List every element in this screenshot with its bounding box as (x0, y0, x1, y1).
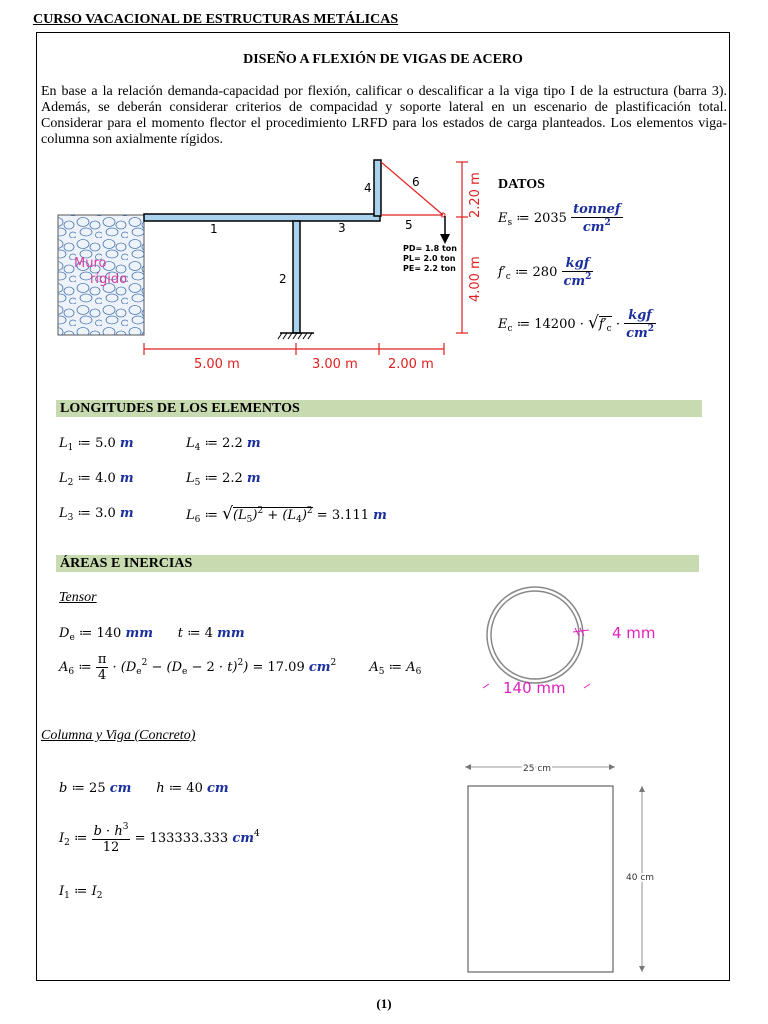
rect-height-label: 40 cm (626, 873, 655, 883)
member-label-2: 2 (279, 272, 287, 286)
dim-v-2-20: 2.20 m (468, 172, 483, 218)
eq-l5: $L_5$ ≔ 2.2 m (186, 471, 261, 488)
rect-section-figure (455, 755, 675, 975)
member-label-5: 5 (405, 218, 413, 232)
load-dead: PD= 1.8 ton (403, 244, 457, 253)
eq-de-t: $D_e$ ≔ 140 mm t ≔ 4 mm (59, 626, 245, 643)
ring-thickness-label: 4 mm (612, 624, 656, 642)
columna-viga-label: Columna y Viga (Concreto) (41, 728, 196, 743)
eq-es: $E_s$ ≔ 2035 $\frac{\text{tonnef}}{cm^2}$ (498, 202, 621, 235)
member-label-3: 3 (338, 221, 346, 235)
page-number: (1) (376, 996, 392, 1011)
concrete-section (468, 786, 613, 972)
tube-section-figure (475, 580, 705, 700)
member-4 (374, 160, 381, 216)
load-live: PL= 2.0 ton (403, 254, 456, 263)
dim-h-5-00: 5.00 m (194, 357, 240, 372)
member-2-column (293, 221, 300, 333)
wall-label-2: rígido (90, 272, 128, 287)
problem-statement: En base a la relación demanda-capacidad por flexión, calificar o descalificar a la viga tipo I de la estructura (barra 3). Además, se deberán considerar criterios de compacidad y soporte lateral en un escenario de plastificación total. Considerar para el momento flector el procedimiento LRFD para los estados de carga planteados. Los elementos viga-columna son axialmente rígidos. (41, 84, 727, 147)
dim-v-4-00: 4.00 m (468, 256, 483, 302)
section-longitudes: LONGITUDES DE LOS ELEMENTOS (56, 400, 702, 417)
eq-i2: $I_2$ ≔ $\frac{b \cdot h^3}{12}$ = 133333.333 $cm^4$ (59, 822, 260, 855)
eq-l1: $L_1$ ≔ 5.0 m (59, 436, 134, 453)
eq-a6: $A_6$ ≔ $\frac{\pi}{4}$ · $(D_e^2 - (D_e - 2 \cdot t)^2) = 17.09$ $cm^2$ $A_5$ ≔ $A_6$ (59, 652, 422, 683)
wall-label-1: Muro (74, 256, 107, 271)
course-header: CURSO VACACIONAL DE ESTRUCTURAS METÁLICAS (33, 12, 399, 27)
ring-diameter-label: 140 mm (503, 679, 566, 697)
dim-h-2-00: 2.00 m (388, 357, 434, 372)
eq-l2: $L_2$ ≔ 4.0 m (59, 471, 134, 488)
member-label-6: 6 (412, 175, 420, 189)
eq-l4: $L_4$ ≔ 2.2 m (186, 436, 261, 453)
dim-h-3-00: 3.00 m (312, 357, 358, 372)
eq-fc: $f'_c$ ≔ 280 $\frac{\text{kgf}}{cm^2}$ (498, 256, 592, 289)
datos-title: DATOS (498, 177, 545, 192)
eq-i1: $I_1$ ≔ $I_2$ (59, 884, 103, 901)
eq-l3: $L_3$ ≔ 3.0 m (59, 506, 134, 523)
member-1-3-beam (144, 214, 380, 221)
document-title: DISEÑO A FLEXIÓN DE VIGAS DE ACERO (243, 52, 523, 67)
section-areas: ÁREAS E INERCIAS (56, 555, 699, 572)
rect-width-label: 25 cm (523, 764, 552, 774)
tensor-label: Tensor (59, 590, 97, 605)
eq-b-h: b ≔ 25 cm h ≔ 40 cm (59, 781, 229, 796)
member-label-4: 4 (364, 181, 372, 195)
load-earthquake: PE= 2.2 ton (403, 264, 456, 273)
member-label-1: 1 (210, 222, 218, 236)
structure-diagram (50, 150, 490, 375)
eq-l6: $L_6$ ≔ $√(L_5)^2 + (L_4)^2 = 3.111$ m (186, 504, 387, 525)
eq-ec: $E_c$ ≔ $14200 \cdot √f'_c$ · $\frac{\text{kgf}}{cm^2}$ (498, 308, 655, 341)
